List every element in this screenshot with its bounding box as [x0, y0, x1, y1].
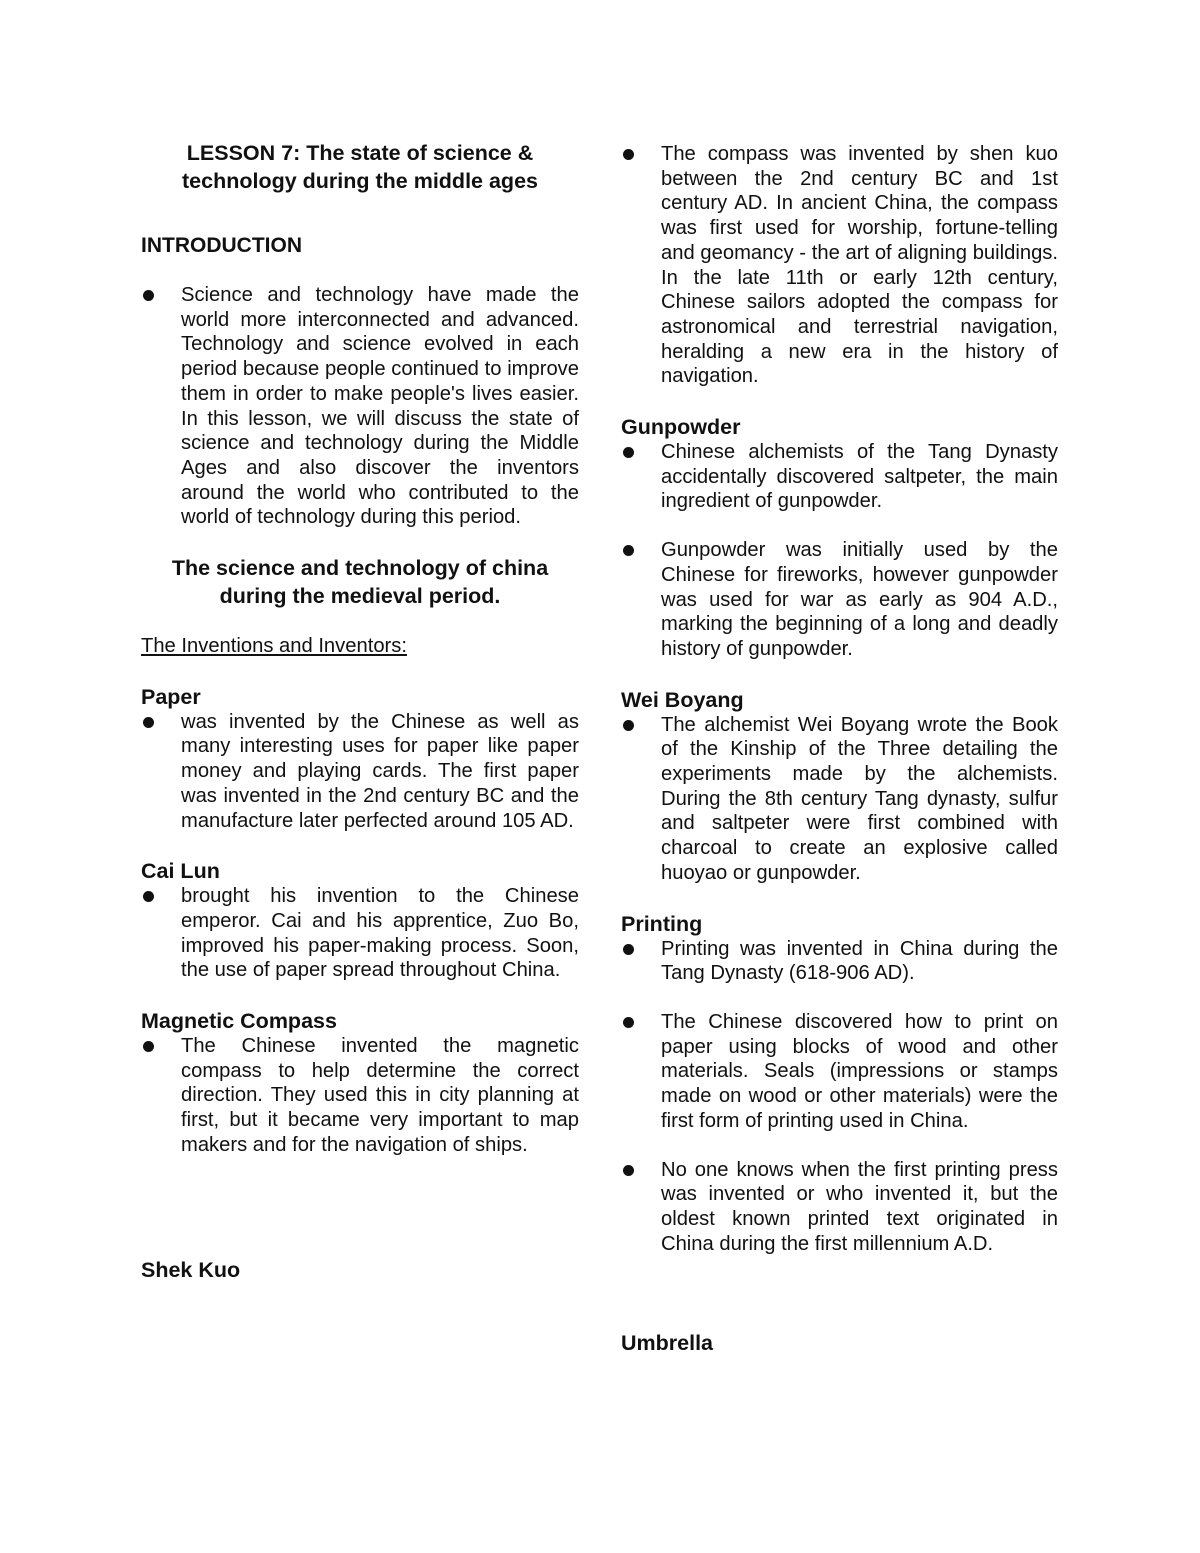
gunpowder-heading: Gunpowder: [621, 415, 741, 440]
gunpowder-text-2: Gunpowder was initially used by the Chinese for fireworks, however gunpowder was used for war as early as 904 A.D., marking the beginning of a long and deadly history of gunpowder.: [661, 539, 1058, 660]
bullet-icon: [143, 1041, 154, 1052]
wei-boyang-bullet: [621, 713, 1058, 886]
bullet-icon: [143, 891, 154, 902]
compass-bullet: [621, 142, 1058, 389]
gunpowder-text-1: Chinese alchemists of the Tang Dynasty accidentally discovered saltpeter, the main ingredient of gunpowder.: [661, 441, 1058, 513]
wei-boyang-text: The alchemist Wei Boyang wrote the Book of the Kinship of the Three detailing the experiments made by the alchemists. During the 8th century Tang dynasty, sulfur and saltpeter were first combined with charcoal to create an explosive called huoyao or gunpowder.: [661, 713, 1058, 884]
printing-heading: Printing: [621, 911, 703, 936]
printing-bullet-1: [621, 937, 1058, 986]
compass-text: The compass was invented by shen kuo between the 2nd century BC and 1st century AD. In ancient China, the compass was first used for worship, fortune-telling and geomancy - the art of aligning buildings. In the late 11th or early 12th century, Chinese sailors adopted the compass for astronomical and terrestrial navigation, heralding a new era in the history of navigation.: [661, 143, 1058, 388]
magnetic-compass-bullet: [141, 1034, 579, 1158]
bullet-icon: [623, 447, 634, 458]
printing-text-1: Printing was invented in China during the Tang Dynasty (618-906 AD).: [661, 937, 1058, 985]
gunpowder-bullet-1: [621, 440, 1058, 514]
lesson-title-line-1: LESSON 7: The state of science &: [186, 141, 534, 165]
bullet-icon: [623, 720, 634, 731]
introduction-bullet: [141, 283, 579, 530]
bullet-icon: [623, 944, 634, 955]
magnetic-compass-text: The Chinese invented the magnetic compass to help determine the correct direction. They used this in city planning at first, but it became very important to map makers and for the navigation of ships.: [181, 1035, 579, 1156]
introduction-heading: INTRODUCTION: [141, 234, 302, 257]
bullet-icon: [623, 545, 634, 556]
printing-bullet-3: [621, 1158, 1058, 1257]
paper-bullet: [141, 710, 579, 834]
left-column: [141, 140, 579, 1283]
bullet-icon: [143, 717, 154, 728]
bullet-icon: [623, 1017, 634, 1028]
inventions-label: The Inventions and Inventors:: [141, 635, 407, 658]
lesson-title-line-2: technology during the middle ages: [182, 168, 538, 193]
wei-boyang-heading: Wei Boyang: [621, 687, 744, 712]
cai-lun-heading: Cai Lun: [141, 859, 220, 884]
paper-text: was invented by the Chinese as well as many interesting uses for paper like paper money and playing cards. The first paper was invented in the 2nd century BC and the manufacture later perfected around 105 AD.: [181, 710, 579, 832]
cai-lun-bullet: [141, 884, 579, 983]
shek-kuo-heading: Shek Kuo: [141, 1257, 241, 1282]
bullet-icon: [623, 149, 634, 160]
introduction-text: Science and technology have made the world more interconnected and advanced. Technology and science evolved in each period because people continued to improve them in order to make people's lives easier. In this lesson, we will discuss the state of science and technology during the Middle Ages and also discover the inventors around the world who contributed to the world of technology during this period.: [181, 284, 579, 529]
right-column: [621, 142, 1058, 1356]
umbrella-heading: Umbrella: [621, 1331, 714, 1356]
printing-text-3: No one knows when the first printing press was invented or who invented it, but the oldest known printed text originated in China during the first millennium A.D.: [661, 1158, 1058, 1255]
paper-heading: Paper: [141, 684, 201, 709]
china-section-title-line-1: The science and technology of china: [171, 556, 549, 581]
bullet-icon: [623, 1165, 634, 1176]
china-section-title-line-2: during the medieval period.: [219, 583, 501, 608]
gunpowder-bullet-2: [621, 538, 1058, 662]
bullet-icon: [143, 290, 154, 301]
magnetic-compass-heading: Magnetic Compass: [141, 1009, 337, 1034]
printing-text-2: The Chinese discovered how to print on paper using blocks of wood and other materials. Seals (impressions or stamps made on wood or other materials) were the first form of printing used in China.: [661, 1010, 1058, 1132]
printing-bullet-2: [621, 1010, 1058, 1134]
cai-lun-text: brought his invention to the Chinese emperor. Cai and his apprentice, Zuo Bo, improved his paper-making process. Soon, the use of paper spread throughout China.: [181, 885, 579, 982]
